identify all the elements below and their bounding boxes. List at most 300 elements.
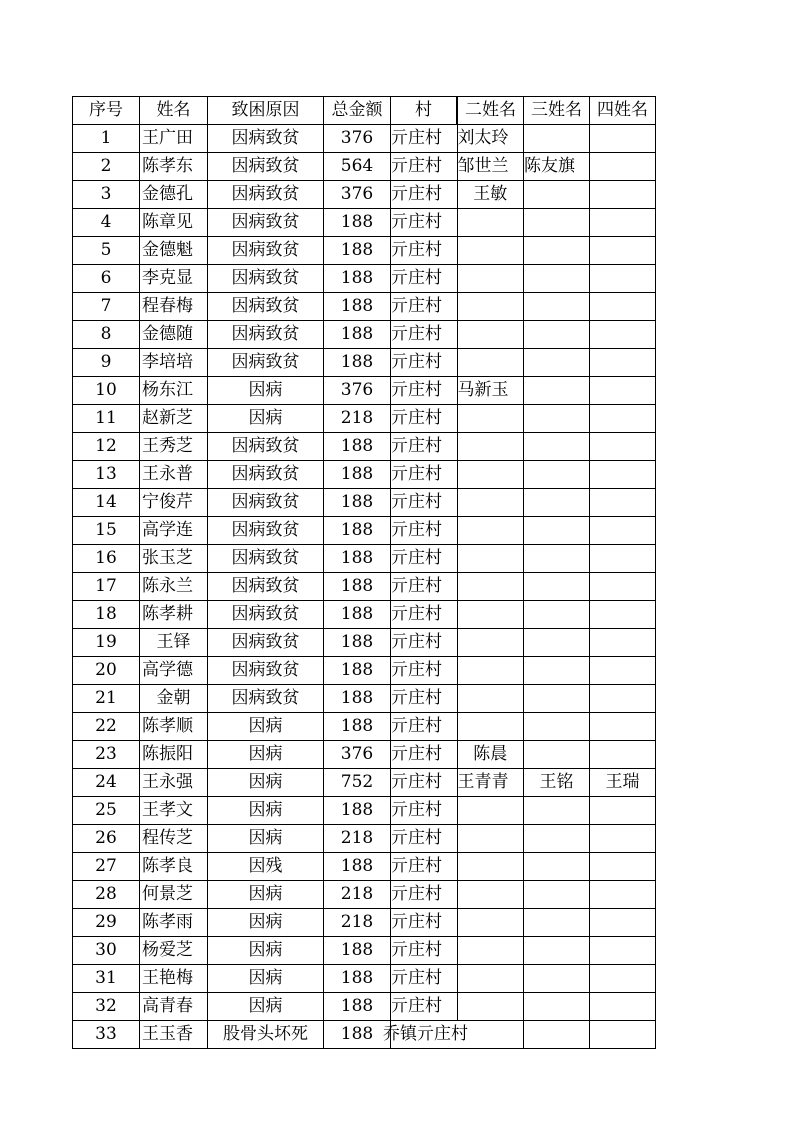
cell-name2[interactable] (457, 349, 524, 377)
cell-village[interactable]: 亓庄村 (391, 657, 458, 685)
cell-name3[interactable] (524, 713, 590, 741)
cell-name[interactable]: 王秀芝 (140, 433, 208, 461)
cell-name4[interactable] (590, 573, 656, 601)
cell-name2[interactable] (457, 909, 524, 937)
cell-name[interactable]: 金朝 (140, 685, 208, 713)
cell-amount[interactable]: 218 (324, 881, 391, 909)
cell-name4[interactable] (590, 657, 656, 685)
header-village[interactable]: 村 (391, 97, 458, 125)
cell-village[interactable]: 亓庄村 (391, 377, 458, 405)
cell-name4[interactable] (590, 181, 656, 209)
cell-amount[interactable]: 188 (324, 237, 391, 265)
cell-amount[interactable]: 752 (324, 769, 391, 797)
cell-name4[interactable] (590, 853, 656, 881)
cell-amount[interactable]: 188 (324, 265, 391, 293)
cell-name[interactable]: 李培培 (140, 349, 208, 377)
cell-name4[interactable] (590, 209, 656, 237)
cell-seq[interactable]: 9 (73, 349, 140, 377)
cell-seq[interactable]: 31 (73, 965, 140, 993)
cell-village[interactable]: 亓庄村 (391, 909, 458, 937)
cell-amount[interactable]: 188 (324, 629, 391, 657)
cell-name4[interactable] (590, 797, 656, 825)
table-row (73, 433, 656, 461)
cell-reason[interactable]: 因病致贫 (208, 321, 324, 349)
table-row (73, 993, 656, 1021)
cell-name3[interactable]: 王铭 (524, 769, 590, 797)
cell-seq[interactable]: 3 (73, 181, 140, 209)
cell-village[interactable]: 亓庄村 (391, 993, 458, 1021)
cell-name[interactable]: 陈孝雨 (140, 909, 208, 937)
cell-reason[interactable]: 因病致贫 (208, 545, 324, 573)
cell-seq[interactable]: 2 (73, 153, 140, 181)
cell-name3[interactable] (524, 909, 590, 937)
cell-amount[interactable]: 188 (324, 685, 391, 713)
cell-name3[interactable] (524, 853, 590, 881)
cell-name4[interactable] (590, 153, 656, 181)
cell-reason[interactable]: 因病 (208, 993, 324, 1021)
cell-name2[interactable] (457, 237, 524, 265)
cell-name3[interactable] (524, 489, 590, 517)
cell-amount[interactable]: 376 (324, 377, 391, 405)
cell-name4[interactable] (590, 321, 656, 349)
cell-amount[interactable]: 376 (324, 741, 391, 769)
cell-reason[interactable]: 因病 (208, 741, 324, 769)
cell-name3[interactable] (524, 545, 590, 573)
table-row (73, 517, 656, 545)
cell-seq[interactable]: 15 (73, 517, 140, 545)
cell-name3[interactable] (524, 125, 590, 153)
cell-name2[interactable] (457, 797, 524, 825)
cell-seq[interactable]: 32 (73, 993, 140, 1021)
cell-seq[interactable]: 19 (73, 629, 140, 657)
cell-reason[interactable]: 因病致贫 (208, 349, 324, 377)
cell-reason[interactable]: 因病致贫 (208, 433, 324, 461)
cell-name3[interactable] (524, 657, 590, 685)
table-row (73, 769, 656, 797)
cell-name4[interactable] (590, 685, 656, 713)
table-row (73, 405, 656, 433)
header-seq[interactable]: 序号 (73, 97, 140, 125)
cell-reason[interactable]: 因病 (208, 965, 324, 993)
cell-name4[interactable] (590, 293, 656, 321)
cell-village[interactable]: 亓庄村 (391, 685, 458, 713)
table-row (73, 489, 656, 517)
table-row (73, 153, 656, 181)
header-reason[interactable]: 致困原因 (208, 97, 324, 125)
cell-name[interactable]: 陈章见 (140, 209, 208, 237)
cell-name[interactable]: 金德魁 (140, 237, 208, 265)
cell-amount[interactable]: 188 (324, 349, 391, 377)
cell-reason[interactable]: 因病致贫 (208, 209, 324, 237)
cell-name4[interactable] (590, 629, 656, 657)
cell-amount[interactable]: 188 (324, 993, 391, 1021)
cell-name[interactable]: 陈永兰 (140, 573, 208, 601)
cell-name[interactable]: 何景芝 (140, 881, 208, 909)
cell-name3[interactable] (524, 517, 590, 545)
cell-name2[interactable]: 马新玉 (457, 377, 524, 405)
cell-seq[interactable]: 8 (73, 321, 140, 349)
cell-name[interactable]: 金德孔 (140, 181, 208, 209)
cell-name3[interactable] (524, 293, 590, 321)
cell-seq[interactable]: 30 (73, 937, 140, 965)
cell-name4[interactable] (590, 433, 656, 461)
cell-name4[interactable] (590, 937, 656, 965)
table-row (73, 377, 656, 405)
cell-seq[interactable]: 1 (73, 125, 140, 153)
cell-seq[interactable]: 22 (73, 713, 140, 741)
cell-reason[interactable]: 因病致贫 (208, 181, 324, 209)
cell-name2[interactable] (457, 489, 524, 517)
cell-village[interactable]: 亓庄村 (391, 769, 458, 797)
cell-amount[interactable]: 188 (324, 321, 391, 349)
cell-name4[interactable] (590, 825, 656, 853)
cell-village[interactable] (383, 1021, 468, 1049)
cell-reason[interactable]: 因病致贫 (208, 293, 324, 321)
cell-seq[interactable]: 16 (73, 545, 140, 573)
cell-seq[interactable]: 33 (73, 1021, 140, 1049)
cell-name4[interactable] (590, 489, 656, 517)
cell-village[interactable]: 亓庄村 (391, 545, 458, 573)
table-row (73, 797, 656, 825)
cell-amount[interactable]: 188 (324, 573, 391, 601)
cell-name4[interactable] (590, 461, 656, 489)
cell-reason[interactable]: 因病致贫 (208, 125, 324, 153)
table-row (73, 1021, 656, 1049)
header-row (73, 97, 656, 125)
poverty-assistance-table (72, 96, 656, 1049)
cell-name4[interactable]: 王瑞 (590, 769, 656, 797)
cell-name2[interactable] (457, 657, 524, 685)
cell-name[interactable]: 金德随 (140, 321, 208, 349)
cell-name[interactable]: 王广田 (140, 125, 208, 153)
cell-name[interactable]: 杨东江 (140, 377, 208, 405)
table-row (73, 265, 656, 293)
table-row (73, 237, 656, 265)
cell-seq[interactable]: 27 (73, 853, 140, 881)
table-row (73, 965, 656, 993)
cell-name2[interactable] (457, 405, 524, 433)
cell-name3[interactable]: 陈友旗 (524, 153, 590, 181)
cell-amount[interactable]: 564 (324, 153, 391, 181)
cell-amount[interactable]: 188 (324, 937, 391, 965)
cell-name[interactable]: 王孝文 (140, 797, 208, 825)
cell-name[interactable]: 陈孝顺 (140, 713, 208, 741)
cell-amount[interactable]: 188 (324, 965, 391, 993)
cell-reason[interactable]: 因病致贫 (208, 237, 324, 265)
cell-seq[interactable]: 20 (73, 657, 140, 685)
cell-village[interactable]: 亓庄村 (391, 629, 458, 657)
cell-name[interactable]: 陈振阳 (140, 741, 208, 769)
cell-name2[interactable] (457, 713, 524, 741)
cell-name4[interactable] (590, 545, 656, 573)
cell-village[interactable]: 亓庄村 (391, 489, 458, 517)
cell-name[interactable]: 高青春 (140, 993, 208, 1021)
cell-name[interactable]: 陈孝耕 (140, 601, 208, 629)
cell-name3[interactable] (524, 629, 590, 657)
cell-name3[interactable] (524, 461, 590, 489)
cell-name2[interactable]: 邹世兰 (457, 153, 524, 181)
table-row (73, 209, 656, 237)
cell-seq[interactable]: 4 (73, 209, 140, 237)
cell-village[interactable]: 亓庄村 (391, 209, 458, 237)
cell-name2[interactable] (457, 853, 524, 881)
cell-village[interactable]: 亓庄村 (391, 237, 458, 265)
cell-name[interactable]: 王铎 (140, 629, 208, 657)
cell-reason[interactable]: 因病 (208, 769, 324, 797)
cell-reason[interactable]: 因病致贫 (208, 685, 324, 713)
cell-amount[interactable]: 188 (324, 853, 391, 881)
cell-name2[interactable] (457, 545, 524, 573)
cell-name[interactable]: 王艳梅 (140, 965, 208, 993)
cell-name4[interactable] (590, 993, 656, 1021)
cell-seq[interactable]: 14 (73, 489, 140, 517)
cell-name3[interactable] (524, 881, 590, 909)
cell-village[interactable]: 亓庄村 (391, 797, 458, 825)
cell-seq[interactable]: 11 (73, 405, 140, 433)
cell-name2[interactable] (457, 825, 524, 853)
table-row (73, 125, 656, 153)
cell-name4[interactable] (590, 377, 656, 405)
cell-village[interactable]: 亓庄村 (391, 321, 458, 349)
cell-seq[interactable]: 28 (73, 881, 140, 909)
cell-name[interactable]: 宁俊芹 (140, 489, 208, 517)
cell-name3[interactable] (524, 937, 590, 965)
cell-name[interactable]: 杨爱芝 (140, 937, 208, 965)
cell-seq[interactable]: 5 (73, 237, 140, 265)
cell-name3[interactable] (524, 601, 590, 629)
cell-village[interactable]: 亓庄村 (391, 405, 458, 433)
cell-village[interactable]: 亓庄村 (391, 349, 458, 377)
cell-name3[interactable] (524, 573, 590, 601)
cell-reason[interactable]: 因病 (208, 713, 324, 741)
cell-amount[interactable]: 376 (324, 125, 391, 153)
cell-reason[interactable]: 因病致贫 (208, 461, 324, 489)
cell-seq[interactable]: 12 (73, 433, 140, 461)
cell-amount[interactable]: 188 (324, 293, 391, 321)
cell-name3[interactable] (524, 181, 590, 209)
cell-name2[interactable]: 王敏 (457, 181, 524, 209)
cell-reason[interactable]: 因病 (208, 937, 324, 965)
cell-amount[interactable]: 188 (324, 209, 391, 237)
cell-name2[interactable] (457, 993, 524, 1021)
cell-name[interactable]: 陈孝东 (140, 153, 208, 181)
cell-seq[interactable]: 13 (73, 461, 140, 489)
cell-name[interactable]: 高学德 (140, 657, 208, 685)
cell-name4[interactable] (590, 349, 656, 377)
cell-name2[interactable]: 陈晨 (457, 741, 524, 769)
cell-name[interactable]: 陈孝良 (140, 853, 208, 881)
cell-village[interactable]: 亓庄村 (391, 433, 458, 461)
cell-seq[interactable]: 26 (73, 825, 140, 853)
cell-name2[interactable] (457, 881, 524, 909)
cell-name4[interactable] (590, 517, 656, 545)
cell-village[interactable]: 亓庄村 (391, 853, 458, 881)
cell-name2[interactable] (457, 965, 524, 993)
table-row (73, 881, 656, 909)
cell-name[interactable]: 赵新芝 (140, 405, 208, 433)
cell-name4[interactable] (590, 881, 656, 909)
cell-name2[interactable] (457, 685, 524, 713)
cell-name2[interactable] (457, 937, 524, 965)
cell-village[interactable]: 亓庄村 (391, 601, 458, 629)
cell-reason[interactable]: 因残 (208, 853, 324, 881)
cell-name2[interactable]: 刘太玲 (457, 125, 524, 153)
cell-reason[interactable]: 因病致贫 (208, 601, 324, 629)
cell-seq[interactable]: 25 (73, 797, 140, 825)
cell-name2[interactable] (457, 433, 524, 461)
cell-name3[interactable] (524, 741, 590, 769)
cell-name3[interactable] (524, 1021, 590, 1049)
cell-village[interactable]: 亓庄村 (391, 181, 458, 209)
cell-seq[interactable]: 23 (73, 741, 140, 769)
cell-name4[interactable] (590, 1021, 656, 1049)
cell-name3[interactable] (524, 237, 590, 265)
cell-name[interactable]: 程春梅 (140, 293, 208, 321)
cell-name3[interactable] (524, 965, 590, 993)
cell-name2[interactable] (457, 601, 524, 629)
cell-amount[interactable]: 188 (324, 657, 391, 685)
cell-name4[interactable] (590, 741, 656, 769)
cell-amount[interactable]: 188 (324, 1021, 391, 1049)
cell-name3[interactable] (524, 265, 590, 293)
table-row (73, 573, 656, 601)
cell-village[interactable]: 亓庄村 (391, 125, 458, 153)
header-name3[interactable]: 三姓名 (524, 97, 590, 125)
cell-village[interactable]: 亓庄村 (391, 713, 458, 741)
cell-name2[interactable]: 王青青 (457, 769, 524, 797)
cell-reason[interactable]: 因病致贫 (208, 265, 324, 293)
cell-village[interactable]: 亓庄村 (391, 741, 458, 769)
cell-reason[interactable]: 因病 (208, 405, 324, 433)
cell-village[interactable]: 亓庄村 (391, 881, 458, 909)
cell-name3[interactable] (524, 797, 590, 825)
cell-name2[interactable] (457, 461, 524, 489)
table-row (73, 601, 656, 629)
cell-reason[interactable]: 因病 (208, 825, 324, 853)
cell-reason[interactable]: 因病致贫 (208, 573, 324, 601)
cell-name3[interactable] (524, 349, 590, 377)
cell-name4[interactable] (590, 965, 656, 993)
cell-seq[interactable]: 10 (73, 377, 140, 405)
cell-reason[interactable]: 因病致贫 (208, 629, 324, 657)
cell-name3[interactable] (524, 993, 590, 1021)
cell-reason[interactable]: 因病致贫 (208, 657, 324, 685)
cell-name3[interactable] (524, 377, 590, 405)
cell-name2[interactable] (457, 573, 524, 601)
cell-name2[interactable] (457, 209, 524, 237)
cell-seq[interactable]: 7 (73, 293, 140, 321)
cell-name4[interactable] (590, 265, 656, 293)
header-name[interactable]: 姓名 (140, 97, 208, 125)
cell-village-text: 乔镇亓庄村 (383, 1024, 468, 1044)
cell-name3[interactable] (524, 825, 590, 853)
cell-name3[interactable] (524, 405, 590, 433)
cell-village[interactable]: 亓庄村 (391, 573, 458, 601)
table-row (73, 657, 656, 685)
cell-amount[interactable]: 376 (324, 181, 391, 209)
cell-name[interactable]: 王永强 (140, 769, 208, 797)
cell-village[interactable]: 亓庄村 (391, 265, 458, 293)
cell-name[interactable]: 李克显 (140, 265, 208, 293)
header-amount[interactable]: 总金额 (324, 97, 391, 125)
cell-reason[interactable]: 因病 (208, 377, 324, 405)
cell-village[interactable]: 亓庄村 (391, 937, 458, 965)
cell-reason[interactable]: 股骨头坏死 (208, 1021, 324, 1049)
cell-amount[interactable]: 188 (324, 461, 391, 489)
cell-name2[interactable] (457, 629, 524, 657)
cell-name4[interactable] (590, 237, 656, 265)
cell-seq[interactable]: 24 (73, 769, 140, 797)
cell-amount[interactable]: 188 (324, 433, 391, 461)
cell-reason[interactable]: 因病 (208, 909, 324, 937)
cell-amount[interactable]: 188 (324, 517, 391, 545)
cell-name3[interactable] (524, 685, 590, 713)
cell-reason[interactable]: 因病致贫 (208, 489, 324, 517)
cell-name3[interactable] (524, 209, 590, 237)
cell-name2[interactable] (457, 321, 524, 349)
cell-name[interactable]: 张玉芝 (140, 545, 208, 573)
cell-reason[interactable]: 因病致贫 (208, 517, 324, 545)
table-row (73, 741, 656, 769)
cell-village[interactable]: 亓庄村 (391, 293, 458, 321)
cell-reason[interactable]: 因病致贫 (208, 153, 324, 181)
cell-village[interactable]: 亓庄村 (391, 153, 458, 181)
cell-name2[interactable] (457, 517, 524, 545)
spreadsheet (72, 96, 656, 1049)
table-row (73, 321, 656, 349)
table-row (73, 461, 656, 489)
table-row (73, 629, 656, 657)
cell-amount[interactable]: 188 (324, 797, 391, 825)
cell-reason[interactable]: 因病 (208, 797, 324, 825)
cell-name3[interactable] (524, 433, 590, 461)
cell-seq[interactable]: 6 (73, 265, 140, 293)
cell-reason[interactable]: 因病 (208, 881, 324, 909)
cell-name4[interactable] (590, 909, 656, 937)
cell-amount[interactable]: 218 (324, 909, 391, 937)
cell-seq[interactable]: 17 (73, 573, 140, 601)
cell-amount[interactable]: 188 (324, 713, 391, 741)
header-name4[interactable]: 四姓名 (590, 97, 656, 125)
cell-name3[interactable] (524, 321, 590, 349)
cell-village[interactable]: 亓庄村 (391, 517, 458, 545)
cell-name[interactable]: 王玉香 (140, 1021, 208, 1049)
cell-village[interactable]: 亓庄村 (391, 965, 458, 993)
cell-amount[interactable]: 188 (324, 601, 391, 629)
cell-seq[interactable]: 29 (73, 909, 140, 937)
header-name2[interactable]: 二姓名 (457, 97, 524, 125)
cell-name2[interactable] (457, 293, 524, 321)
cell-name4[interactable] (590, 405, 656, 433)
cell-name2[interactable] (457, 265, 524, 293)
cell-village[interactable]: 亓庄村 (391, 825, 458, 853)
cell-name[interactable]: 王永普 (140, 461, 208, 489)
cell-name4[interactable] (590, 713, 656, 741)
cell-name[interactable]: 程传芝 (140, 825, 208, 853)
cell-name4[interactable] (590, 601, 656, 629)
cell-name4[interactable] (590, 125, 656, 153)
cell-village[interactable]: 亓庄村 (391, 461, 458, 489)
cell-amount[interactable]: 218 (324, 825, 391, 853)
table-row (73, 909, 656, 937)
cell-amount[interactable]: 218 (324, 405, 391, 433)
cell-seq[interactable]: 21 (73, 685, 140, 713)
cell-amount[interactable]: 188 (324, 489, 391, 517)
cell-name[interactable]: 高学连 (140, 517, 208, 545)
cell-seq[interactable]: 18 (73, 601, 140, 629)
table-row (73, 181, 656, 209)
cell-amount[interactable]: 188 (324, 545, 391, 573)
